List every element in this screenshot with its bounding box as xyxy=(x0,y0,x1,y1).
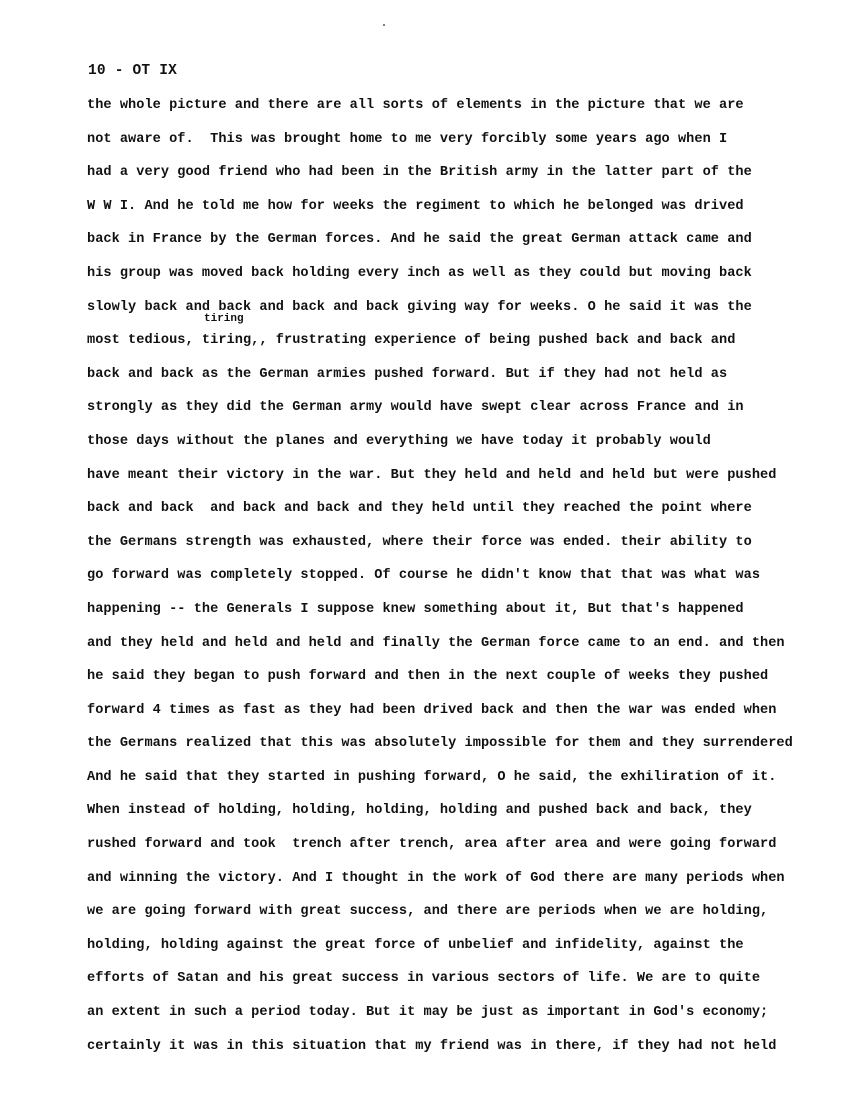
text-line: certainly it was in this situation that my friend was in there, if they had not held xyxy=(87,1038,777,1054)
text-line: have meant their victory in the war. But they held and held and held but were pushed xyxy=(87,467,777,483)
text-line: he said they began to push forward and then in the next couple of weeks they pushed xyxy=(87,669,769,685)
text-line: holding, holding against the great force of unbelief and infidelity, against the xyxy=(87,937,744,953)
text-line: the Germans realized that this was absolutely impossible for them and they surrendered xyxy=(87,736,793,752)
text-line: had a very good friend who had been in the British army in the latter part of the xyxy=(87,165,752,181)
text-line: forward 4 times as fast as they had been drived back and then the war was ended when xyxy=(87,702,777,718)
text-line: those days without the planes and everything we have today it probably would xyxy=(87,433,711,449)
text-line: most tedious, tiring,, frustrating experience of being pushed back and back and xyxy=(87,333,736,349)
text-line: back and back as the German armies pushed forward. But if they had not held as xyxy=(87,366,728,382)
text-line: the whole picture and there are all sorts of elements in the picture that we are xyxy=(87,98,744,113)
text-line: we are going forward with great success, and there are periods when we are holding, xyxy=(87,904,769,920)
text-line: W W I. And he told me how for weeks the regiment to which he belonged was drived xyxy=(87,198,744,214)
text-line: his group was moved back holding every inch as well as they could but moving back xyxy=(87,265,752,281)
page-label: 10 - OT IX xyxy=(88,63,178,79)
text-line: strongly as they did the German army would have swept clear across France and in xyxy=(87,400,744,416)
text-line: an extent in such a period today. But it may be just as important in God's economy; xyxy=(87,1005,769,1021)
text-line: back and back and back and back and they held until they reached the point where xyxy=(87,501,752,517)
text-line: go forward was completely stopped. Of course he didn't know that that was what was xyxy=(87,568,761,584)
text-line: and winning the victory. And I thought in the work of God there are many periods when xyxy=(87,870,785,886)
text-line: back in France by the German forces. And he said the great German attack came and xyxy=(87,232,752,248)
text-line: slowly back and back and back and back giving way for weeks. O he said it was the xyxy=(87,299,752,315)
speck-mark xyxy=(383,24,385,26)
text-line: When instead of holding, holding, holding, holding and pushed back and back, they xyxy=(87,803,752,819)
text-line: the Germans strength was exhausted, where their force was ended. their ability to xyxy=(87,534,752,550)
typed-body-text xyxy=(87,95,817,1069)
text-line: and they held and held and held and finally the German force came to an end. and then xyxy=(87,635,785,651)
overstrike-correction: tiring xyxy=(204,313,244,325)
text-line: rushed forward and took trench after trench, area after area and were going forward xyxy=(87,837,777,853)
text-line: happening -- the Generals I suppose knew something about it, But that's happened xyxy=(87,601,744,617)
text-line: And he said that they started in pushing forward, O he said, the exhiliration of it. xyxy=(87,769,777,785)
text-line: efforts of Satan and his great success in various sectors of life. We are to quite xyxy=(87,971,761,987)
text-line: not aware of. This was brought home to me very forcibly some years ago when I xyxy=(87,131,728,147)
